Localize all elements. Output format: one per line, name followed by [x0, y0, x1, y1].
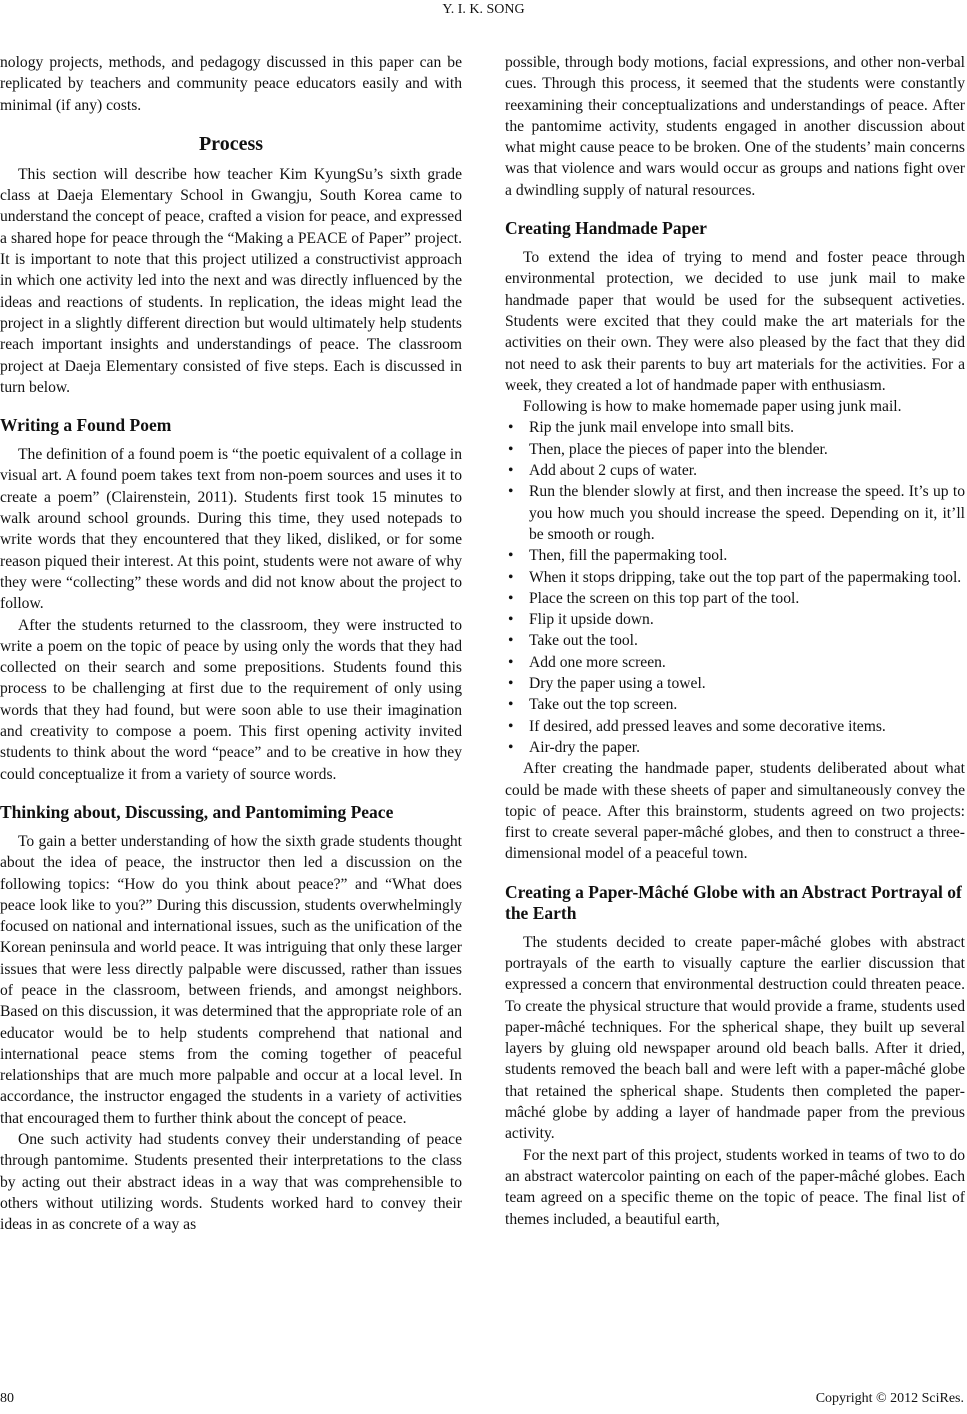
subsection-heading-globe: Creating a Paper-Mâché Globe with an Abstract Portrayal of the Earth [505, 881, 962, 923]
list-item: • If desired, add pressed leaves and some decorative items. [529, 716, 965, 737]
paragraph: Following is how to make homemade paper using junk mail. [523, 398, 902, 416]
list-item: • Rip the junk mail envelope into small bits. [529, 417, 965, 438]
list-item: • Flip it upside down. [529, 609, 965, 630]
list-item: • Add about 2 cups of water. [529, 460, 965, 481]
paragraph: After creating the handmade paper, students deliberated about what could be made with these sheets of paper and simultaneously convey the topic of peace. After this brainstorm, students agreed on two projects: first to create several paper-mâché globes, and then to construct a three-dimensional model of a peaceful town. [505, 760, 965, 863]
paragraph: The students decided to create paper-mâché globes with abstract portrayals of the earth to visually capture the earlier discussion that expressed a concern that environmental destruction could threaten peace. To create the physical structure that would provide a frame, students used paper-mâché techniques. For the spherical shape, they built up several layers by gluing old newspaper around old beach balls. After it dried, students removed the beach ball and were left with a paper-mâché globe that retained the spherical shape. Students then completed the paper-mâché globe by adding a layer of handmade paper from the previous activity. [505, 933, 965, 1143]
paragraph: To extend the idea of trying to mend and foster peace through environmental protection, we decided to use junk mail to make handmade paper that would be used for the subsequent activeties. Students were excited that they could make the art materials for the activities on their own. They were also pleased by the fact that they did not need to ask their parents to buy art materials for the activities. For a week, they created a lot of handmade paper with enthusiasm. [505, 249, 965, 394]
paragraph: nology projects, methods, and pedagogy discussed in this paper can be replicated by teachers and community peace educators easily and with minimal (if any) costs. [0, 54, 462, 114]
paragraph: possible, through body motions, facial expressions, and other non-verbal cues. Through this process, it seemed that the students were constantly reexamining their conceptualizations and understandings of peace. After the pantomime activity, students engaged in another discussion about what might cause peace to be broken. One of the students’ main concerns was that violence and wars would occur as groups and nations fight over a dwindling supply of natural resources. [505, 54, 965, 199]
list-item: • Take out the top screen. [529, 694, 965, 715]
list-item: • Then, fill the papermaking tool. [529, 545, 965, 566]
section-heading-process: Process [198, 132, 264, 155]
papermaking-steps-list [505, 417, 965, 758]
list-item: • Take out the tool. [529, 630, 965, 651]
subsection-heading-handmade-paper: Creating Handmade Paper [505, 218, 707, 239]
paragraph: One such activity had students convey their understanding of peace through pantomime. Students presented their interpretations to the class by acting out their abstract ideas in a way that was comprehensible to others without utilizing words. Students worked hard to convey their ideas in as concrete of a way as [0, 1131, 462, 1234]
copyright-notice: Copyright © 2012 SciRes. [815, 1391, 964, 1406]
list-item: • Then, place the pieces of paper into the blender. [529, 439, 965, 460]
list-item: • Air-dry the paper. [529, 737, 965, 758]
paragraph: This section will describe how teacher Kim KyungSu’s sixth grade class at Daeja Elementary School in Gwangju, South Korea came to understand the concept of peace, crafted a vision for peace, and expressed a shared hope for peace through the “Making a PEACE of Paper” project. It is important to note that this project utilized a constructivist approach in which one activity led into the next and was directly influenced by the ideas and reactions of students. In replication, the ideas might lead the project in a slightly different direction but would ultimately help students reach important insights and understandings of peace. The classroom project at Daeja Elementary consisted of five steps. Each is discussed in turn below. [0, 165, 462, 396]
list-item: • Add one more screen. [529, 652, 965, 673]
page-number: 80 [0, 1391, 14, 1406]
subsection-heading-pantomime: Thinking about, Discussing, and Pantomiming Peace [0, 801, 394, 822]
list-item: • Run the blender slowly at first, and then increase the speed. It’s up to you how much you should increase the speed. Depending on it, it’ll be smooth or rough. [529, 481, 965, 545]
list-item: • When it stops dripping, take out the top part of the papermaking tool. [529, 567, 965, 588]
paragraph: To gain a better understanding of how the sixth grade students thought about the idea of peace, the instructor then led a discussion on the following topics: “How do you think about peace?” and “What does peace look like to you?” During this discussion, students overwhelmingly focused on national and international issues, such as the unification of the Korean peninsula and world peace. It was intriguing that only these larger issues that were less directly palpable were discussed, rather than issues of peace in the classroom, between friends, and amongst neighbors. Based on this discussion, it was determined that the appropriate role of an educator would be to help students comprehend that national and international peace stems from the coming together of peaceful relationships that are much more palpable and occur at a local level. In accordance, the instructor engaged the students in a variety of activities that encouraged them to further think about the concept of peace. [0, 832, 462, 1127]
left-column [0, 52, 462, 1236]
right-column [505, 52, 965, 1230]
paragraph: The definition of a found poem is “the poetic equivalent of a collage in visual art. A found poem takes text from non-poem sources and uses it to create a poem” (Clairenstein, 2011). Students first took 15 minutes to walk around school grounds. During this time, they used notepads to write words that they encountered that they liked, disliked, or for some reason piqued their interest. At this point, students were not aware of why they were “collecting” these words and did not know about the project to follow. [0, 446, 462, 613]
list-item: • Dry the paper using a towel. [529, 673, 965, 694]
running-head: Y. I. K. SONG [442, 2, 525, 17]
subsection-heading-found-poem: Writing a Found Poem [0, 415, 172, 436]
paragraph: After the students returned to the classroom, they were instructed to write a poem on the topic of peace by using only the words that they had collected on their search and some prepositions. Students found this process to be challenging at first due to the requirement of only using words that they had found, but were soon able to use their imagination and creativity to compose a poem. This first opening activity invited students to think about the word “peace” and to be creative in how they could conceptualize it from a variety of source words. [0, 616, 462, 783]
paragraph: For the next part of this project, students worked in teams of two to do an abstract watercolor painting on each of the paper-mâché globes. Each team agreed on a specific theme on the topic of peace. The final list of themes included, a beautiful earth, [505, 1146, 965, 1228]
list-item: • Place the screen on this top part of the tool. [529, 588, 965, 609]
